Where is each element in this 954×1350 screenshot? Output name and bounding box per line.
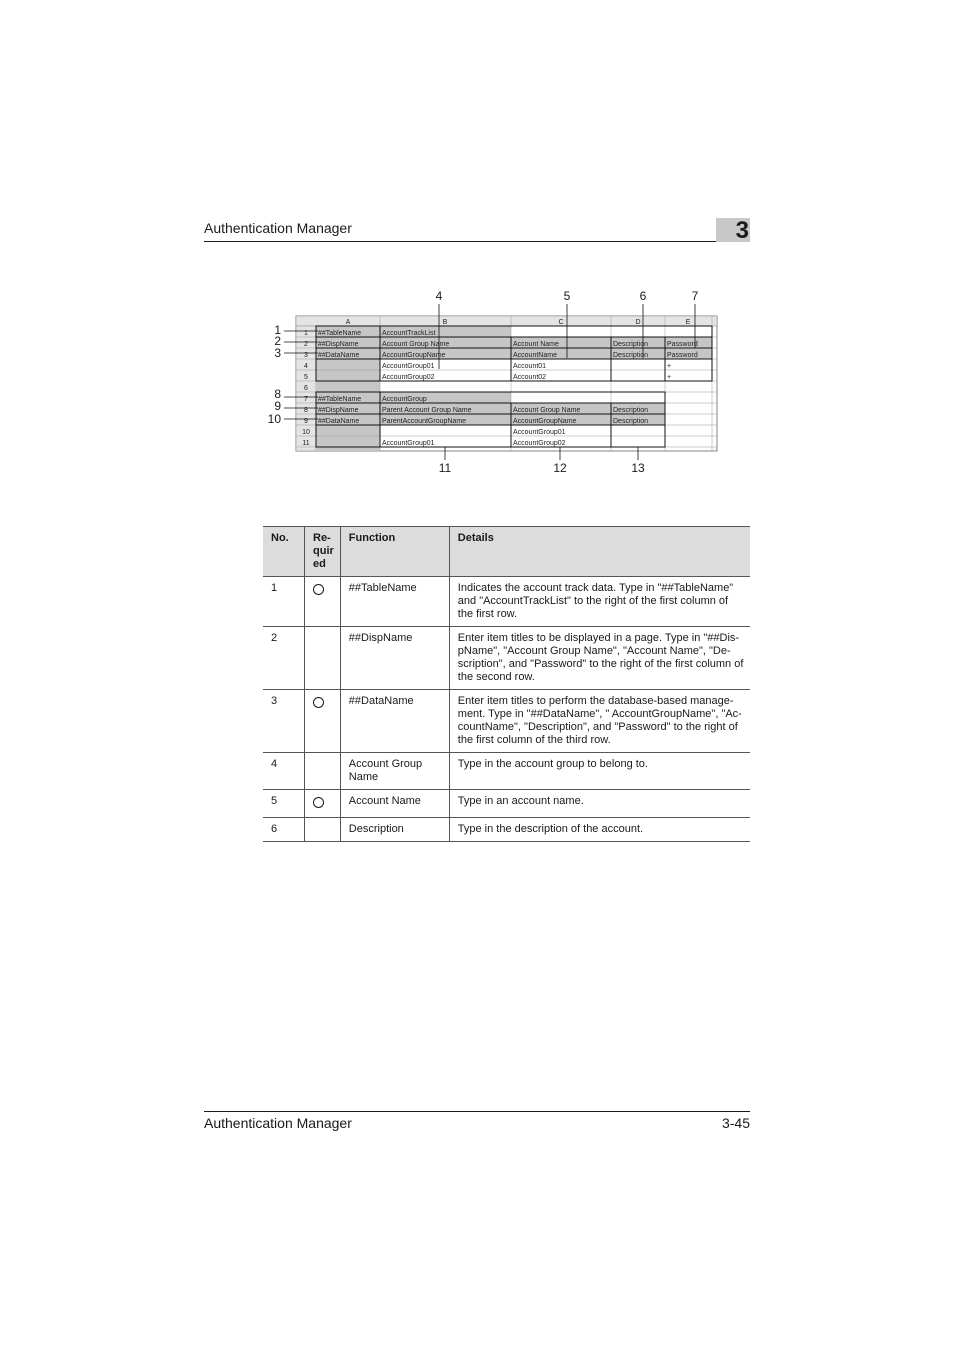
callout-2: 2 (274, 334, 281, 348)
table-row (263, 790, 750, 818)
col-header-c: C (558, 319, 564, 326)
cell-d8: Description (613, 407, 649, 414)
header-title: Authentication Manager (204, 220, 352, 236)
row-function: Account Group Name (340, 753, 449, 790)
callout-7: 7 (691, 289, 699, 303)
row-number: 3 (304, 352, 308, 359)
chapter-number: 3 (716, 218, 750, 242)
required-circle-icon (313, 584, 324, 595)
cell-a3: ##DataName (318, 352, 360, 359)
function-table (263, 526, 750, 842)
cell-b11: AccountGroup01 (382, 440, 435, 447)
spreadsheet-svg (250, 280, 730, 480)
callout-5: 5 (563, 289, 571, 303)
cell-b8: Parent Account Group Name (382, 407, 472, 414)
cell-e5: + (667, 374, 672, 381)
spreadsheet-figure (250, 280, 730, 480)
row-no: 4 (263, 753, 305, 790)
required-circle-icon (313, 797, 324, 808)
row-number: 10 (302, 429, 310, 436)
row-function: ##TableName (340, 577, 449, 627)
row-function: ##DataName (340, 690, 449, 753)
table-row (263, 627, 750, 690)
row-details: Enter item titles to perform the database-based manage-ment. Type in "##DataName", " AccountGroupName", "Ac-countName", "Description", and "Password" to the right of the first column of the third row. (449, 690, 750, 753)
table-row (263, 818, 750, 842)
col-header-b: B (442, 319, 448, 326)
row-number: 9 (304, 418, 308, 425)
callout-1: 1 (274, 323, 281, 337)
table-row (263, 753, 750, 790)
row-details: Type in the account group to belong to. (449, 753, 750, 790)
required-circle-icon (313, 697, 324, 708)
callout-6: 6 (639, 289, 647, 303)
header-no: No. (263, 527, 305, 577)
cell-c3: AccountName (513, 352, 557, 359)
cell-d3: Description (613, 352, 649, 359)
col-header-e: E (685, 319, 691, 326)
callout-11: 11 (438, 461, 452, 475)
cell-a2: ##DispName (318, 341, 359, 348)
header-function: Function (340, 527, 449, 577)
table-row (263, 690, 750, 753)
row-number: 7 (304, 396, 308, 403)
cell-b4: AccountGroup01 (382, 363, 435, 370)
cell-a8: ##DispName (318, 407, 359, 414)
row-required (305, 577, 341, 627)
row-required (305, 753, 341, 790)
row-number: 4 (304, 363, 308, 370)
callout-10: 10 (267, 412, 281, 426)
footer-title: Authentication Manager (204, 1115, 352, 1131)
row-no: 5 (263, 790, 305, 818)
cell-b1: AccountTrackList (382, 330, 436, 337)
cell-e2: Password (667, 341, 698, 348)
header-rule (204, 241, 750, 242)
callout-13: 13 (631, 461, 645, 475)
row-details: Enter item titles to be displayed in a page. Type in "##Dis-pName", "Account Group Name", "Account Name", "De-scription", and "Password" to the right of the first column of the second row. (449, 627, 750, 690)
callout-12: 12 (553, 461, 567, 475)
row-details: Type in an account name. (449, 790, 750, 818)
row-details: Type in the description of the account. (449, 818, 750, 842)
row-number: 1 (304, 330, 308, 337)
callout-3: 3 (274, 346, 281, 360)
row-function: Description (340, 818, 449, 842)
page-number: 3-45 (721, 1115, 750, 1131)
cell-a1: ##TableName (318, 330, 362, 337)
row-no: 1 (263, 577, 305, 627)
cell-c11: AccountGroup02 (513, 440, 566, 447)
callout-8: 8 (274, 387, 281, 401)
row-required (305, 690, 341, 753)
col-header-a: A (345, 319, 351, 326)
cell-c8: Account Group Name (513, 407, 581, 414)
cell-d9: Description (613, 418, 649, 425)
cell-c10: AccountGroup01 (513, 429, 566, 436)
row-required (305, 790, 341, 818)
cell-b2: Account Group Name (382, 341, 450, 348)
row-required (305, 818, 341, 842)
cell-b9: ParentAccountGroupName (382, 418, 467, 425)
row-no: 6 (263, 818, 305, 842)
cell-e3: Password (667, 352, 698, 359)
row-details: Indicates the account track data. Type in "##TableName" and "AccountTrackList" to the right of the first column of the first row. (449, 577, 750, 627)
header-required: Re- quir ed (305, 527, 341, 577)
footer-rule (204, 1111, 750, 1112)
cell-b3: AccountGroupName (382, 352, 446, 359)
header-details: Details (449, 527, 750, 577)
row-number: 5 (304, 374, 308, 381)
table-row (263, 577, 750, 627)
row-number: 2 (304, 341, 308, 348)
row-number: 8 (304, 407, 308, 414)
col-header-d: D (635, 319, 641, 326)
cell-e4: + (667, 363, 672, 370)
row-number: 11 (302, 440, 310, 447)
table-header-row (263, 527, 750, 577)
cell-b7: AccountGroup (382, 396, 427, 403)
cell-b5: AccountGroup02 (382, 374, 435, 381)
row-function: Account Name (340, 790, 449, 818)
callout-4: 4 (435, 289, 443, 303)
cell-d2: Description (613, 341, 649, 348)
row-number: 6 (304, 385, 308, 392)
cell-a7: ##TableName (318, 396, 362, 403)
row-function: ##DispName (340, 627, 449, 690)
row-no: 3 (263, 690, 305, 753)
callout-9: 9 (274, 399, 281, 413)
cell-c2: Account Name (513, 341, 559, 348)
cell-c4: Account01 (513, 363, 547, 370)
cell-c5: Account02 (513, 374, 547, 381)
cell-a9: ##DataName (318, 418, 360, 425)
row-required (305, 627, 341, 690)
row-no: 2 (263, 627, 305, 690)
cell-c9: AccountGroupName (513, 418, 577, 425)
